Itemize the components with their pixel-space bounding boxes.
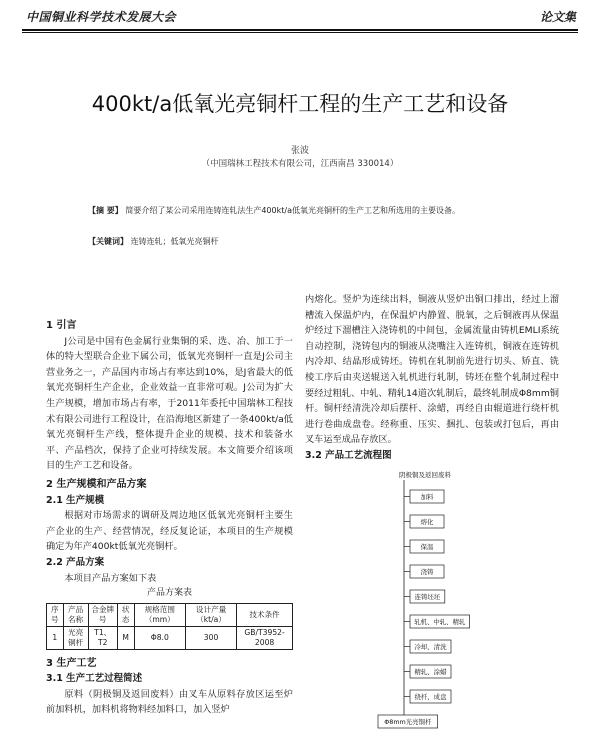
flow-step-label: 绕杆、成盘 <box>414 693 447 702</box>
flow-step-label: 轧机、中轧、精轧 <box>414 618 466 627</box>
paper-title: 400kt/a低氧光亮铜杆工程的生产工艺和设备 <box>91 92 509 116</box>
table-cell: 300 <box>185 626 236 649</box>
table-cell: 光亮铜杆 <box>63 626 88 649</box>
table-header-cell: 序号 <box>47 603 64 626</box>
flow-title: 阴极铜及返回废料 <box>399 471 451 479</box>
section-3-1-heading: 3.1 生产工艺过程简述 <box>46 673 143 685</box>
header-rule-thin <box>22 32 578 33</box>
flow-step-label: 熔化 <box>420 518 434 527</box>
section-2-heading: 2 生产规模和产品方案 <box>46 478 147 490</box>
table-header-cell: 合金牌号 <box>88 603 117 626</box>
table-header-cell: 设计产量（kt/a） <box>185 603 236 626</box>
table-cell: GB/T3952-2008 <box>237 626 293 649</box>
table-header-cell: 状态 <box>117 603 134 626</box>
table-header-cell: 规格范围（mm） <box>134 603 185 626</box>
flow-step-label: 浇铸 <box>420 568 434 577</box>
process-flowchart <box>370 468 480 742</box>
keywords-label: 【关键词】 <box>88 237 128 246</box>
flow-step-label: 保温 <box>420 543 434 552</box>
flow-step-label: Φ8mm光亮铜杆 <box>384 718 432 727</box>
table-header-cell: 技术条件 <box>237 603 293 626</box>
flow-step-label: 连铸坯坯 <box>414 593 441 602</box>
table-cell: M <box>117 626 134 649</box>
section-name: 论文集 <box>539 10 576 24</box>
right-column <box>305 292 559 464</box>
section-3-2-heading: 3.2 产品工艺流程图 <box>305 449 392 461</box>
section-2-1-heading: 2.1 生产规模 <box>46 494 105 506</box>
product-table <box>46 603 293 650</box>
table-row <box>47 626 293 649</box>
abstract-label: 【摘 要】 <box>88 206 123 215</box>
header-rule <box>22 29 578 31</box>
abstract-text: 简要介绍了某公司采用连铸连轧法生产400kt/a低氧光亮铜杆的生产工艺和所选用的主要设备。 <box>125 206 460 215</box>
keywords <box>88 236 548 247</box>
section-1-paragraph: J公司是中国有色金属行业集铜的采、选、冶、加工于一体的特大型联合企业下属公司，低氧光亮铜杆一直是J公司主营业务之一，产品国内市场占有率达到10%，是J省最大的低氧光亮铜杆生产企业，企业效益一直非常可观。J公司为扩大生产规模，增加市场占有率，于2011年委托中国瑞林工程技术有限公司进行工程设计，在沿海地区新建了一条400kt/a低氧光亮铜杆生产线，整体提升企业的规模、技术和装备水平、产品档次，保持了企业可持续发展。本文简要介绍该项目的生产工艺和设备。 <box>46 335 293 472</box>
keywords-text: 连铸连轧；低氧光亮铜杆 <box>130 237 219 246</box>
affiliation: （中国瑞林工程技术有限公司，江西南昌 330014） <box>201 159 399 169</box>
section-2-2-heading: 2.2 产品方案 <box>46 556 105 568</box>
section-3-1-paragraph: 原料（阴极铜及返回废料）由叉车从原料存放区运至炉前加料机，加料机将物料经加料口，加入竖炉 <box>46 688 293 716</box>
author: 张波 <box>290 146 309 156</box>
section-2-1-paragraph: 根据对市场需求的调研及周边地区低氧光亮铜杆主要生产企业的生产、经营情况，经反复论证，本项目的生产规模确定为年产400kt低氧光亮铜杆。 <box>46 510 293 553</box>
table-cell: Φ8.0 <box>134 626 185 649</box>
table-cell: 1 <box>47 626 64 649</box>
section-1-heading: 1 引言 <box>46 320 77 331</box>
flow-step-label: 冷却、清洗 <box>414 643 447 652</box>
flow-step-label: 加料 <box>420 493 434 502</box>
section-2-2-paragraph: 本项目产品方案如下表 <box>64 572 157 584</box>
table-cell: T1、T2 <box>88 626 117 649</box>
table-caption: 产品方案表 <box>146 588 192 599</box>
table-header-row <box>47 603 293 626</box>
table-header-cell: 产品名称 <box>63 603 88 626</box>
left-column <box>46 318 293 718</box>
journal-name: 中国铜业科学技术发展大会 <box>26 10 177 24</box>
flow-step-label: 精轧、涂蜡 <box>414 668 447 677</box>
section-3-heading: 3 生产工艺 <box>46 657 97 669</box>
section-3-1-continued: 内熔化。竖炉为连续出料，铜液从竖炉出铜口排出，经过上溜槽流入保温炉内，在保温炉内静置、脱氧，之后铜液再从保温炉经过下溜槽注入浇铸机的中间包，金属流量由铸机EMLI系统自动控制，浇铸包内的铜液从浇嘴注入连铸机，铜液在连铸机内冷却、结晶形成铸坯。铸机在轧制前先进行切头、矫直、铣棱工序后由夹送辊送入轧机进行轧制，铸坯在整个轧制过程中要经过粗轧、中轧、精轧14道次轧制后，最终轧制成Φ8mm铜杆。铜杆经清洗冷却后摆杆、涂蜡，再经自由辊道进行绕杆机进行卷曲成盘卷。经称重、压实、捆扎、包装或打包后，再由叉车运至成品存放区。 <box>305 294 559 446</box>
abstract <box>88 205 548 216</box>
